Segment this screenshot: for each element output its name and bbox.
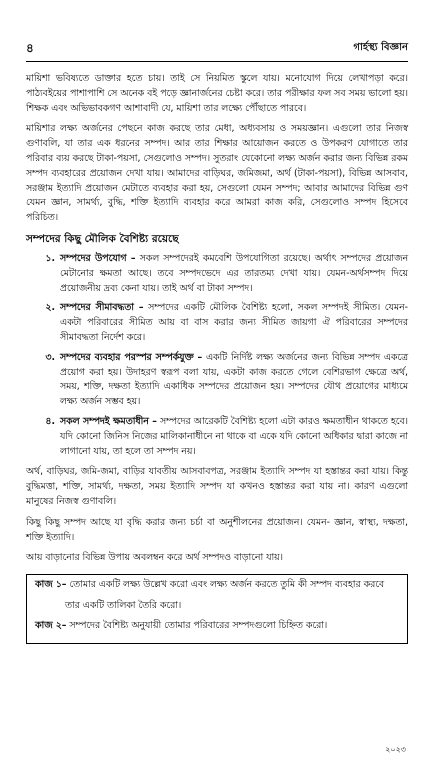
list-item-text	[60, 301, 408, 345]
paragraph: মায়িশা ভবিষ্যতে ডাক্তার হতে চায়। তাই সে নিয়মিত স্কুলে যায়। মনোযোগ দিয়ে লেখাপড়া করে। পাঠ্যবইয়ের পাশাপাশি সে অনেক বই পড়ে জ্ঞানার্জনের চেষ্টা করে। তার পরীক্ষার ফল সব সময় ভালো হয়। শিক্ষক এবং অভিভাবকগণ আশাবাদী যে, মায়িশা তার লক্ষ্যে পৌঁছাতে পারবে।	[26, 73, 408, 114]
list-item	[26, 301, 408, 345]
list-item-number: ১.	[45, 252, 55, 264]
list-item-body: একটি নির্দিষ্ট লক্ষ্য অর্জনের জন্য বিভিন্ন সম্পদ একত্রে প্রয়োগ করা হয়। উদাহরণ স্বরূপ বলা যায়, একটা কাজ করতে গেলে বেশিরভাগ ক্ষেত্রে অর্থ, সময়, শক্তি, দক্ষতা ইত্যাদি একাধিক সম্পদের প্রয়োজন হয়। সম্পদের যৌথ প্রয়োগের মাধ্যমে লক্ষ্য অর্জন সম্ভব হয়।	[60, 351, 408, 408]
activity-item	[35, 619, 399, 634]
paragraph: অর্থ, বাড়িঘর, জমি-জমা, বাড়ির যাবতীয় আসবাবপত্র, সরঞ্জাম ইত্যাদি সম্পদ যা হস্তান্তর করা যায়। কিন্তু বুদ্ধিমত্তা, শক্তি, সামর্থ্য, দক্ষতা, সময় ইত্যাদি সম্পদ যা কখনও হস্তান্তর করা যায় না। কারণ এগুলো মানুষের নিজস্ব গুণাবলি।	[26, 466, 408, 507]
list-item-text	[60, 351, 408, 410]
book-title: গার্হস্থ্য বিজ্ঞান	[353, 42, 408, 53]
activity-text: তোমার একটি লক্ষ্য উল্লেখ করো এবং লক্ষ্য অর্জন করতে তুমি কী সম্পদ ব্যবহার করবে	[66, 579, 385, 591]
section-heading: সম্পদের কিছু মৌলিক বৈশিষ্ট্য রয়েছে	[26, 232, 179, 245]
list-item	[26, 415, 408, 459]
activity-text-continued: তার একটি তালিকা তৈরি করো।	[65, 599, 182, 611]
activity-item	[35, 578, 399, 593]
list-item	[26, 252, 408, 296]
list-item	[26, 351, 408, 410]
activity-box	[26, 574, 408, 644]
paragraph: কিছু কিছু সম্পদ আছে যা বৃদ্ধি করার জন্য চর্চা বা অনুশীলনের প্রয়োজন। যেমন- জ্ঞান, স্বাস্থ্য, দক্ষতা, শক্তি ইত্যাদি।	[26, 516, 408, 543]
list-item-title: সকল সম্পদই ক্ষমতাধীন –	[60, 415, 157, 427]
features-list	[26, 252, 408, 459]
list-item-number: ২.	[45, 302, 55, 314]
activity-text: সম্পদের বৈশিষ্ট্য অনুযায়ী তোমার পরিবারের সম্পদগুলো চিহ্নিত করো।	[66, 620, 328, 632]
list-item-number: ৩.	[45, 351, 55, 363]
page-content	[26, 72, 408, 644]
list-item-title: সম্পদের ব্যবহার পরস্পর সম্পর্কযুক্ত –	[60, 351, 203, 363]
list-item-body: সকল সম্পদেরই কমবেশি উপযোগিতা রয়েছে। অর্থাৎ সম্পদের প্রয়োজন মেটানোর ক্ষমতা আছে। তবে সম্পদভেদে এর তারতম্য দেখা যায়। যেমন-অর্থসম্পদ দিয়ে প্রয়োজনীয় দ্রব্য কেনা যায়। তাই অর্থ বা টাকা সম্পদ।	[60, 252, 408, 294]
footer-code: ২০২৩	[385, 745, 406, 754]
list-item-number: ৪.	[45, 415, 55, 427]
list-item-title: সম্পদের উপযোগ –	[60, 252, 136, 264]
activity-label: কাজ ১–	[35, 579, 67, 591]
list-item-title: সম্পদের সীমাবদ্ধতা –	[60, 302, 144, 314]
list-item-text	[60, 252, 408, 296]
activity-label: কাজ ২–	[35, 620, 67, 632]
list-item-text	[60, 415, 408, 459]
paragraph: মায়িশার লক্ষ্য অর্জনের পেছনে কাজ করছে তার মেধা, অধ্যবসায় ও সময়জ্ঞান। এগুলো তার নিজস্ব গুণাবলি, যা তার এক ধরনের সম্পদ। আর তার শিক্ষার আয়োজন করতে ও উপকরণ যোগাতে তার পরিবার ব্যয় করছে টাকা-পয়সা, সেগুলোও সম্পদ। সুতরাং যেকোনো লক্ষ্য অর্জন করার জন্য বিভিন্ন রকম সম্পদ ব্যবহারের প্রয়োজন দেখা যায়। আমাদের বাড়িঘর, জমিজমা, অর্থ (টাকা-পয়সা), বিভিন্ন আসবাব, সরঞ্জাম ইত্যাদি প্রয়োজন মেটাতে ব্যবহার করা হয়, সেগুলো যেমন সম্পদ; আবার আমাদের বিভিন্ন গুণ যেমন জ্ঞান, সামর্থ্য, বুদ্ধি, শক্তি ইত্যাদি ব্যবহার করে আমরা কাজ করি, সেগুলোও সম্পদ হিসেবে পরিচিত।	[26, 123, 408, 224]
header-divider	[26, 61, 408, 62]
paragraph: আয় বাড়ানোর বিভিন্ন উপায় অবলম্বন করে অর্থ সম্পদও বাড়ানো যায়।	[26, 552, 283, 564]
list-item-body: সম্পদের একটি মৌলিক বৈশিষ্ট্য হলো, সকল সম্পদই সীমিত। যেমন- একটা পরিবারের সীমিত আয় বা বাস করার জন্য সীমিত জায়গা ঐ পরিবারের সম্পদের সীমাবদ্ধতা নির্দেশ করে।	[60, 302, 408, 343]
page-number: ৪	[26, 41, 34, 55]
page-header	[26, 40, 408, 56]
list-item-body: সম্পদের আরেকটি বৈশিষ্ট্য হলো এটা কারও ক্ষমতাধীন থাকতে হবে। যদি কোনো জিনিস নিজের মালিকানাধীনে না থাকে বা একে যদি কোনো অধিকার দ্বারা কাজে না লাগানো যায়, তা হলে তা সম্পদ নয়।	[60, 415, 408, 457]
